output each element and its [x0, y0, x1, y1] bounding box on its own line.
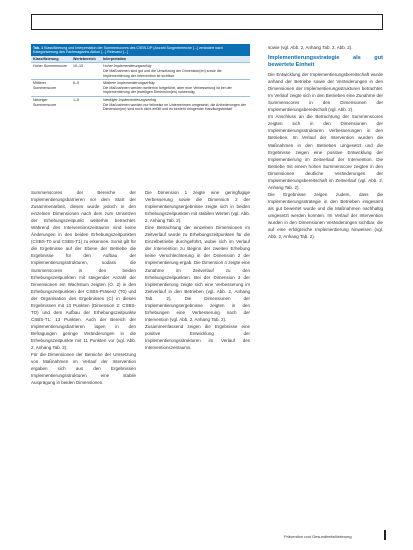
paragraph: sowie (vgl. Abb. 2, Anhang Tab. 2, Abb. 2).	[268, 45, 353, 50]
interp-title: Mittlerer Implementierungserfolg	[103, 81, 155, 86]
table-caption	[31, 44, 250, 56]
paragraph: Summenscores der Bereiche der Implementierungsbarrieren vor dem Start der Zusammenarbeit, dieses wurde jedoch in den einzelnen Dimensionen nach dem zum Umsetzen der Erhebungszeitpunkt weiterhin betrachtet. Während des Interventionszeitraums sind keine Änderungen in den beiden Erhebungszeitpunkten (CSBS-T0 und CSBS-T1) zu erkennen. Somit gilt für die Ergebnisse auf der Ebene der Betriebe die Ergebnisse für den Aufbau der Implementierungsstrukturen, sodass die Summenscores in den beiden Erhebungszeitpunkten mit steigender Anzahl der Dimensionen ein Wachstum zeigten (O. 2) in den Erhebungszeitpunkten der CSBS-Präsenz (T0) und der Organisation des Ergebnisses (C) in diesen Ergebnissen mit 13 Punkten (Dimension 2: CSBS-TO) und dem Aufbau der Erhebungszeitpunkte CSBS-T1: 13 Punkten. Auch der Bereich der Implementierungsbarrieren lagen in den Befragungen geringe Veränderungen in die Erhebungszeitpunkte mit 11 Punkten vor (vgl. Abb. 2, Anhang Tab. 2).	[31, 190, 136, 351]
table-row	[31, 80, 250, 97]
header-classification: Klassifizierung	[31, 56, 71, 63]
row-interpretation	[101, 63, 250, 80]
table-row	[31, 96, 250, 112]
interp-desc: Die Maßnahmen sind gut und die Umsetzung der Dimension(en) sowie die Implementierung der Intervention ist sichtbar	[103, 69, 222, 78]
paragraph: Zusammenfassend zeigen die Ergebnisse eine positive Entwicklung der Implementierungsstrukturen im Verlauf des Interventionszeitraums.	[145, 323, 250, 351]
paragraph: Eine Betrachtung der einzelnen Dimensionen im Zeitverlauf wurde zu Erhebungszeitpunkten für die Einzelbetriebe durchgeführt, wobei sich im Verlauf der Intervention zu Beginn der zweiten Erhebung keine Verschlechterung in der Dimension 2 der Implementierung ergab. Die Dimension 4 zeigte eine Zunahme im Zeitverlauf zu den Erhebungszeitpunkten. Bei der Dimension 3 der Implementierung zeigte sich eine Verbesserung im Zeitverlauf in den Betrieben (vgl. Abb. 2, Anhang Tab. 2). Die Dimensionen der Implementierungsergebnisse zeigten in den Erhebungen eine Verbesserung nach der Intervention (vgl. Abb. 2, Anhang Tab. 2).	[145, 225, 250, 322]
journal-footer: Prävention und Gesundheitsförderung	[284, 534, 352, 539]
table-body	[31, 56, 250, 113]
footer-rule	[384, 530, 386, 540]
header-interpretation: Interpretation	[101, 56, 250, 63]
interp-desc: Die Maßnahmen wurden nur teilweise im Unternehmen umgesetzt, die Anforderungen der Dimension(en) sind noch nicht erfüllt und es besteht dringender Handlungsbedarf	[103, 102, 247, 112]
table-number: Tab. 1	[33, 45, 44, 50]
interp-title: Hoher Implementierungserfolg	[103, 64, 152, 69]
paragraph: Für die Dimensionen der Bereiche der Umsetzung von Maßnahmen im Verlauf der Intervention ergaben sich aus den Ergebnissen Implementierungsstrukturen eine stabile Ausprägung in beiden Dimensionen.	[31, 352, 136, 386]
interp-title: Niedriger Implementierungserfolg	[103, 97, 157, 102]
middle-text-column	[145, 189, 250, 351]
paragraph: Die Dimension 1 zeigte eine geringfügige Verbesserung sowie die Dimension 2 der Implementierungsergebnisse zeigte sich in beiden Erhebungszeitpunkten mit stabilen Werten (vgl. Abb. 2, Anhang Tab. 2).	[145, 190, 250, 224]
table-row	[31, 63, 250, 80]
row-category: Niedriger Summenscore	[31, 96, 71, 112]
row-interpretation	[101, 96, 250, 112]
row-category: Mittlerer Summenscore	[31, 80, 71, 97]
row-range: 6–9	[71, 80, 101, 97]
row-interpretation	[101, 80, 250, 97]
row-range: 10–15	[71, 63, 101, 80]
paragraph: Die Entwicklung der Implementierungsbereitschaft wurde anhand der Betriebe sowie der Veränderungen in den Dimensionen der Implementierungsstrukturen betrachtet. Im Verlauf zeigte sich in den Betrieben eine Zunahme der Summenscores in den Dimensionen der Implementierungsbereitschaft (vgl. Abb. 2).	[268, 72, 383, 113]
classification-table	[31, 44, 250, 113]
row-range: 1–5	[71, 96, 101, 112]
left-text-column	[31, 189, 136, 386]
header-range: Wertebereich	[71, 56, 101, 63]
row-category: Hoher Summenscore	[31, 63, 71, 80]
section-heading: Implementierungsstrategie als gut bewertete Einheit	[268, 55, 383, 69]
interp-desc: Die Maßnahmen werden weiterhin fortgeführt, aber eine Verbesserung ist bei der Implementierung der jeweiligen Dimension(en) notwendig	[103, 85, 232, 95]
paragraph: Im Anschluss an die Betrachtung der Summenscores zeigten sich in den Dimensionen der Implementierungsstrukturen Verbesserungen in den Betrieben. Im Verlauf der Intervention wurden die Maßnahmen in den Betrieben umgesetzt und die Ergebnisse zeigen eine positive Entwicklung der Implementierung im Zeitverlauf der Intervention. Die Betriebe mit einem hohen Summenscore zeigten in den Dimensionen deutliche Veränderungen der Implementierungsbereitschaft im Zeitverlauf (vgl. Abb. 2, Anhang Tab. 2).	[268, 114, 383, 190]
right-text-column	[268, 44, 383, 240]
page-header-box	[31, 14, 383, 30]
paragraph: Die Ergebnisse zeigen zudem, dass die Implementierungsstrategie in den Betrieben insgesamt als gut bewertet wurde und die Maßnahmen nachhaltig umgesetzt werden konnten. Im Verlauf der Intervention wurden in den Dimensionen Veränderungen sichtbar, die auf eine erfolgreiche Implementierung hinweisen (vgl. Abb. 2, Anhang Tab. 2).	[268, 191, 383, 240]
table-caption-text: Klassifizierung und Interpretation der Summenscores des CSBS-DP (Anzahl Sorgenbereiche [...] verändert nach Kategorisierung des Fachmagazins Aktion [...] Relevanz [...]	[33, 45, 223, 54]
table-header-row	[31, 56, 250, 63]
